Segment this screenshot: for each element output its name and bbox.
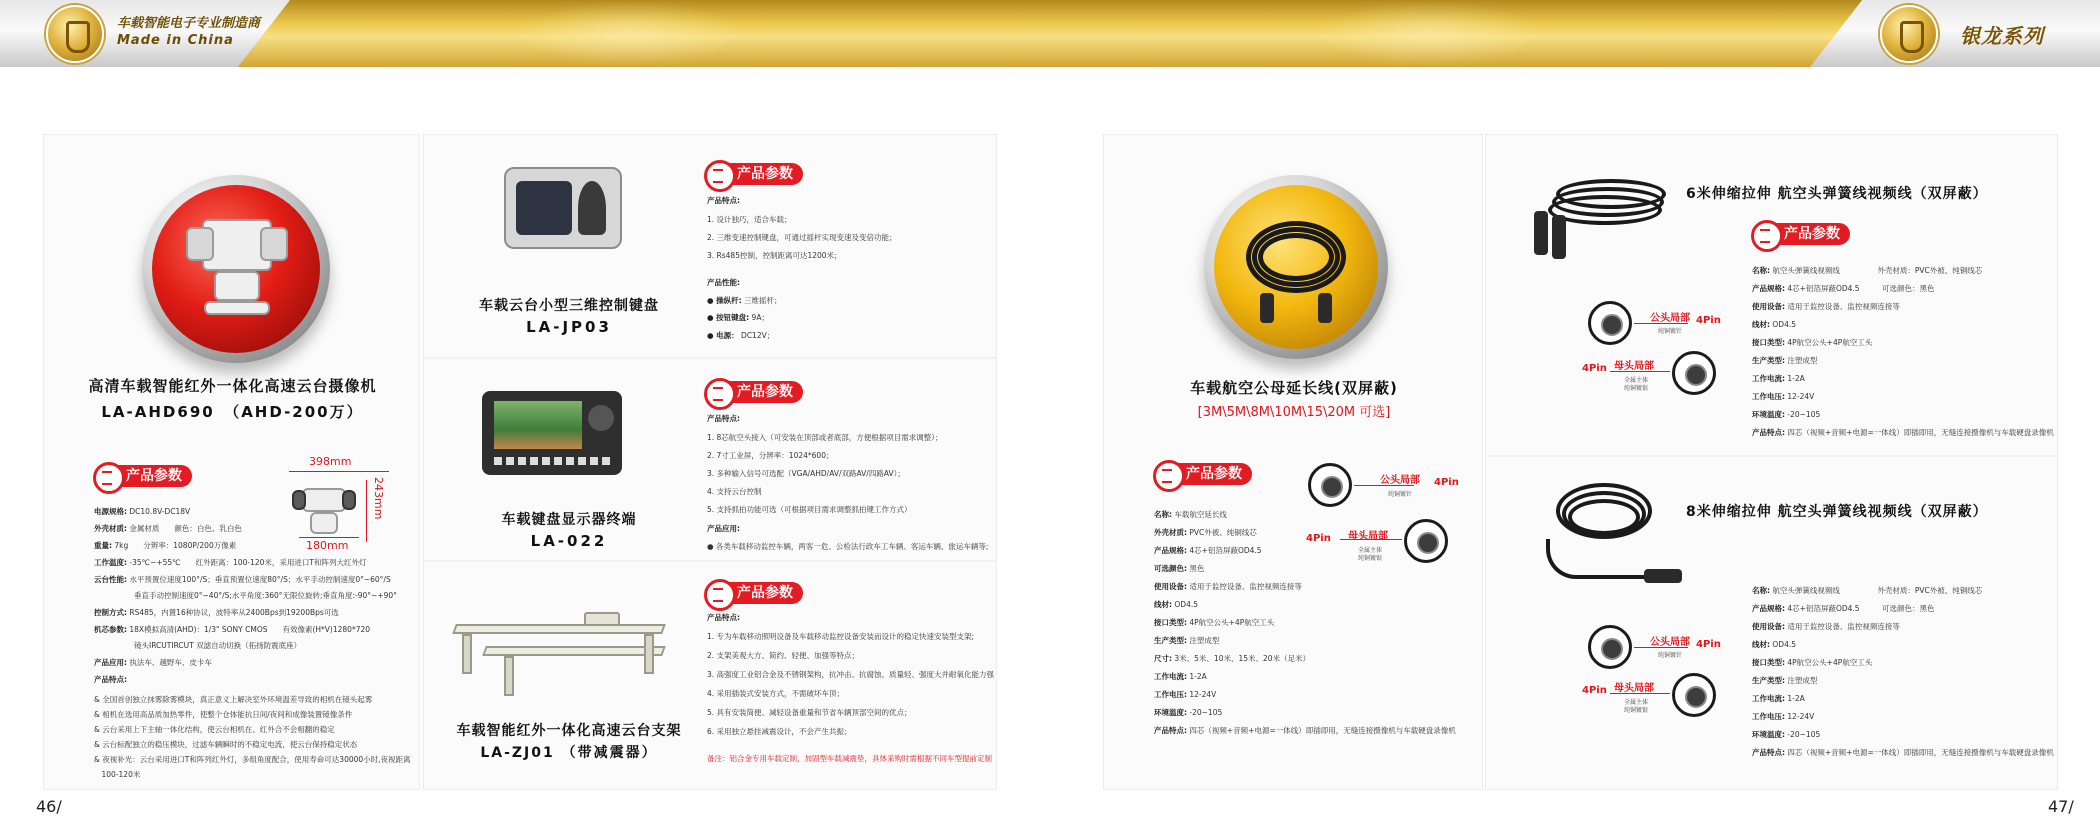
spec-row: 控制方式: RS485，内置16种协议，波特率从2400Bps到19200Bps可选: [94, 608, 339, 617]
spec-row: 工作电压: 12-24V: [1154, 690, 1217, 699]
page-number-left: 46/: [36, 797, 62, 816]
panel-ptz-camera: [43, 134, 420, 790]
female-sublabel-2: 纯铜镀银: [1624, 385, 1649, 392]
perf-label: 产品性能:: [707, 278, 740, 287]
feature-row: & 全国首创独立抹雾除雾模块，真正意义上解决室外环境温差导致的相机在镜头起雾: [94, 695, 373, 704]
dimension-base: 180mm: [306, 539, 349, 552]
spec-row: 产品规格: 4芯+铝箔屏蔽OD4.5 可选颜色：黑色: [1752, 284, 1935, 293]
product-image-bracket: [444, 612, 674, 702]
pin-count: 4Pin: [1582, 363, 1607, 374]
panel-bracket-zj01: [424, 562, 997, 790]
spec-row: 环境温度: -20~105: [1154, 708, 1223, 717]
panel-terminal-022: [424, 359, 997, 559]
pin-count: 4Pin: [1582, 685, 1607, 696]
spec-row: 垂直手动控制速度0°~40°/S;水平角度:360°无限位旋转;垂直角度:-90°~+90°: [134, 591, 397, 600]
dimension-line-top: [289, 471, 389, 472]
spec-row: 线材: OD4.5: [1752, 320, 1796, 329]
perf-row: ● 操纵杆: 三维摇杆；: [707, 296, 782, 305]
spec-row: 产品特点:: [94, 675, 127, 684]
spec-row: 线材: OD4.5: [1752, 640, 1796, 649]
feature-row: 2. 支架美观大方、简约、轻便、加强等特点；: [707, 651, 860, 660]
spec-row: 生产类型: 注塑成型: [1752, 676, 1818, 685]
feature-row: 2. 三维变速控制键盘，可通过摇杆实现变速及变倍功能；: [707, 233, 897, 242]
section-heading-params: 产品参数: [1754, 223, 1850, 245]
product-title: 高清车载智能红外一体化高速云台摄像机: [88, 377, 377, 395]
feature-row: & 相机在选用高品质加热零件，使整个仓体能抗日间/夜间和成像装置镜像条件: [94, 710, 353, 719]
spec-row: 镜头IRCUTIRCUT 双滤自动切换（拓扬防震底座）: [134, 641, 302, 650]
product-title: 车载智能红外一体化高速云台支架: [456, 723, 682, 739]
dimension-line-base: [299, 537, 359, 538]
female-sublabel-2: 纯铜镀银: [1624, 707, 1649, 714]
feature-label: 产品特点:: [707, 414, 740, 423]
product-image-ptz-camera: [142, 175, 330, 363]
panel-coil-8m: [1486, 457, 2058, 790]
feature-row: & 云台采用上下主轴一体化结构，使云台相机在、红外合不会相翻的稳定: [94, 725, 335, 734]
spec-row: 工作温度: -35℃~+55℃ 红外距离：100-120米，采用进口T和阵列大红外灯: [94, 558, 367, 567]
panel-coil-cables: [1485, 134, 2058, 790]
section-heading-params: 产品参数: [707, 381, 803, 403]
spec-row: 产品规格: 4芯+铝箔屏蔽OD4.5: [1154, 546, 1262, 555]
spec-row: 使用设备: 适用于监控设备、监控视频连接等: [1752, 302, 1900, 311]
feature-row: 5. 支持抓拍功能可选（可根据项目需求调整抓拍键工作方式）: [707, 505, 912, 514]
panel-accessories-left: [423, 134, 997, 790]
product-title: 车载航空公母延长线(双屏蔽): [1190, 379, 1398, 397]
spec-row: 名称: 航空头弹簧线视频线 外壳材质：PVC外被、纯铜线芯: [1752, 266, 1983, 275]
female-sublabel-2: 纯铜镀银: [1358, 555, 1383, 562]
feature-row: 4. 支持云台控制: [707, 487, 762, 496]
dragon-pattern-right: [1320, 0, 1540, 67]
male-label: 公头局部: [1650, 313, 1690, 324]
brand-logo-right: [1880, 5, 1938, 63]
dimension-width: 398mm: [309, 455, 352, 468]
mini-camera-drawing: [292, 480, 362, 540]
pin-count: 4Pin: [1434, 477, 1459, 488]
female-sublabel: 全属主体: [1624, 377, 1649, 384]
female-sublabel: 全属主体: [1624, 699, 1649, 706]
male-sublabel: 纯铜镀针: [1658, 328, 1683, 335]
panel-coil-6m: [1486, 135, 2058, 455]
feature-row: & 云台标配独立的稳压模块，过滤车辆瞬时的不稳定电流，使云台保持稳定状态: [94, 740, 358, 749]
series-name: 银龙系列: [1960, 24, 2044, 48]
spec-row: 产品应用: 执法车、越野车、皮卡车: [94, 658, 212, 667]
product-title: 车载键盘显示器终端: [501, 512, 637, 528]
product-model: LA-JP03: [526, 318, 612, 336]
app-row: ● 各类车载移动监控车辆，两客一危、公检法行政车工车辆、客运车辆、旅运车辆等;: [707, 542, 989, 551]
spec-row: 接口类型: 4P航空公头+4P航空工头: [1752, 658, 1873, 667]
feature-row: & 夜视补光：云台采用进口T和阵列红外灯，多组角度配合，使用寿命可达30000小时,夜视距离: [94, 755, 411, 764]
product-model: LA-ZJ01 （带减震器）: [480, 745, 658, 761]
spec-row: 可选颜色: 黑色: [1154, 564, 1205, 573]
spec-row: 工作电压: 12-24V: [1752, 392, 1815, 401]
product-image-coil-6m: [1526, 173, 1676, 263]
feature-row: 100-120米: [94, 770, 141, 779]
feature-row: 6. 采用独立悬挂减震设计，不会产生共振；: [707, 727, 852, 736]
header-right-cap: [1810, 0, 2100, 67]
female-sublabel: 全属主体: [1358, 547, 1383, 554]
spec-row: 产品规格: 4芯+铝箔屏蔽OD4.5 可选颜色：黑色: [1752, 604, 1935, 613]
spec-row: 使用设备: 适用于监控设备、监控视频连接等: [1752, 622, 1900, 631]
feature-row: 5. 具有安装简便、减轻设备重量和节省车辆顶部空间的优点；: [707, 708, 912, 717]
spec-row: 生产类型: 注塑成型: [1154, 636, 1220, 645]
feature-label: 产品特点:: [707, 196, 740, 205]
spec-row: 工作电压: 12-24V: [1752, 712, 1815, 721]
spec-row: 环境温度: -20~105: [1752, 730, 1821, 739]
perf-row: ● 按钮键盘: 9A；: [707, 313, 769, 322]
spec-row: 外壳材质: 金属材质 颜色：白色、乳白色: [94, 524, 242, 533]
pin-count: 4Pin: [1696, 639, 1721, 650]
spec-row: 云台性能: 水平预置位速度100°/S；垂直预置位速度80°/S；水平手动控制速度0°~60°/S: [94, 575, 391, 584]
spec-row: 产品特点: 四芯（视频+音频+电源=一体线）即插即用，无缝连接摄像机与车载硬盘录像机: [1154, 726, 1456, 735]
length-options: [3M\5M\8M\10M\15\20M 可选]: [1197, 405, 1391, 420]
app-label: 产品应用:: [707, 524, 740, 533]
feature-row: 1. 专为车载移动照明设备及车载移动监控设备安装而设计的稳定快速安装型支架;: [707, 632, 975, 641]
feature-row: 3. 高强度工业铝合金及不锈钢架构，抗冲击、抗腐蚀、质量轻、强度大并耐氧化能力强: [707, 670, 995, 679]
spec-row: 生产类型: 注塑成型: [1752, 356, 1818, 365]
panel-keyboard-jp03: [424, 135, 997, 357]
male-connector-icon: [1588, 301, 1632, 345]
product-model: LA-022: [530, 532, 608, 550]
perf-row: ● 电源： DC12V；: [707, 331, 775, 340]
panel-extension-cable: [1103, 134, 1483, 790]
section-heading-params: 产品参数: [1156, 463, 1252, 485]
brand-logo-left: [46, 5, 104, 63]
spec-row: 使用设备: 适用于监控设备、监控视频连接等: [1154, 582, 1302, 591]
male-connector-icon: [1588, 625, 1632, 669]
female-connector-icon: [1404, 519, 1448, 563]
spec-row: 尺寸: 3米、5米、10米、15米、20米（足米）: [1154, 654, 1311, 663]
product-image-joystick-keyboard: [504, 167, 622, 249]
spec-row: 接口类型: 4P航空公头+4P航空工头: [1154, 618, 1275, 627]
male-sublabel: 纯铜镀针: [1388, 491, 1413, 498]
female-connector-icon: [1672, 351, 1716, 395]
feature-row: 4. 采用插装式安装方式，不需破坏车顶；: [707, 689, 845, 698]
section-heading-params: 产品参数: [96, 465, 192, 487]
product-model: LA-AHD690 （AHD-200万）: [101, 403, 364, 421]
spec-row: 名称: 航空头弹簧线视频线 外壳材质：PVC外被、纯铜线芯: [1752, 586, 1983, 595]
dragon-pattern-left: [520, 0, 740, 67]
male-label: 公头局部: [1650, 637, 1690, 648]
feature-row: 3. Rs485控制，控制距离可达1200米；: [707, 251, 842, 260]
pin-count: 4Pin: [1696, 315, 1721, 326]
spec-row: 重量: 7kg 分辨率：1080P/200万像素: [94, 541, 237, 550]
spec-row: 工作电流: 1-2A: [1752, 694, 1805, 703]
section-heading-params: 产品参数: [707, 582, 803, 604]
spec-row: 产品特点: 四芯（视频+音频+电源=一体线）即插即用，无缝连接摄像机与车载硬盘录像机: [1752, 748, 2054, 757]
product-title: 8米伸缩拉伸 航空头弹簧线视频线（双屏蔽）: [1686, 504, 1988, 520]
pin-count: 4Pin: [1306, 533, 1331, 544]
remark-note: 备注：铝合金专用车载定制，加固型车载减震垫，具体采购时需根据不同车型提前定制: [707, 754, 992, 763]
feature-row: 1. 8芯航空头接入（可安装在顶部或者底部，方便根据项目需求调整）；: [707, 433, 943, 442]
product-image-coil-8m: [1526, 479, 1676, 609]
tagline-en: Made in China: [117, 33, 234, 48]
feature-label: 产品特点:: [707, 613, 740, 622]
feature-row: 2. 7寸工业屏，分辨率：1024*600；: [707, 451, 834, 460]
spec-row: 电源规格: DC10.8V-DC18V: [94, 507, 191, 516]
product-title: 6米伸缩拉伸 航空头弹簧线视频线（双屏蔽）: [1686, 186, 1988, 202]
feature-row: 1. 设计独巧，适合车载；: [707, 215, 792, 224]
dimension-height: 243mm: [372, 477, 385, 520]
header-tagline: [117, 16, 260, 49]
spec-row: 外壳材质: PVC外被、纯铜线芯: [1154, 528, 1257, 537]
product-title: 车载云台小型三维控制键盘: [479, 298, 659, 314]
page-number-right: 47/: [2048, 797, 2074, 816]
tagline-cn: 车载智能电子专业制造商: [117, 16, 261, 31]
feature-row: 3. 多种输入信号可选配（VGA/AHD/AV/双路AV/四路AV）；: [707, 469, 905, 478]
header-band: [0, 0, 2100, 67]
spec-row: 接口类型: 4P航空公头+4P航空工头: [1752, 338, 1873, 347]
female-label: 母头局部: [1614, 683, 1654, 694]
spec-row: 工作电流: 1-2A: [1752, 374, 1805, 383]
male-connector-icon: [1308, 463, 1352, 507]
spec-row: 机芯参数: 18X模拟高清(AHD)：1/3" SONY CMOS 有效像素(H*V)1280*720: [94, 625, 371, 634]
female-label: 母头局部: [1348, 531, 1388, 542]
female-connector-icon: [1672, 673, 1716, 717]
product-image-extension-cable: [1204, 175, 1388, 359]
female-label: 母头局部: [1614, 361, 1654, 372]
spec-row: 名称: 车载航空延长线: [1154, 510, 1227, 519]
male-sublabel: 纯铜镀针: [1658, 652, 1683, 659]
spec-row: 线材: OD4.5: [1154, 600, 1198, 609]
section-heading-params: 产品参数: [707, 163, 803, 185]
spec-row: 产品特点: 四芯（视频+音频+电源=一体线）即插即用，无缝连接摄像机与车载硬盘录像机: [1752, 428, 2054, 437]
spec-row: 工作电流: 1-2A: [1154, 672, 1207, 681]
male-label: 公头局部: [1380, 475, 1420, 486]
spec-row: 环境温度: -20~105: [1752, 410, 1821, 419]
product-image-terminal: [482, 391, 622, 475]
dimension-line-side: [366, 480, 367, 542]
